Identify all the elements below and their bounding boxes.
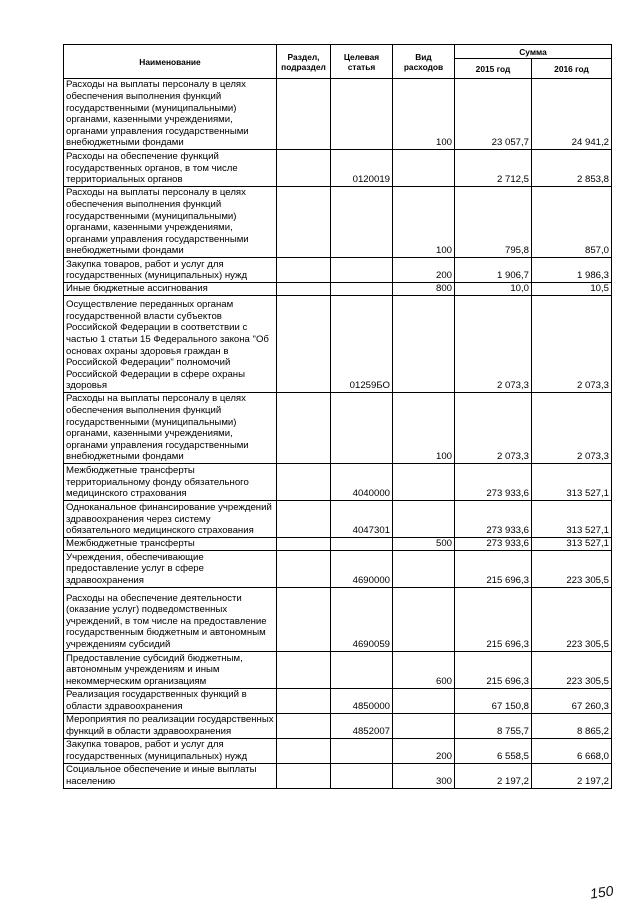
table-row (64, 296, 612, 393)
cell-sum-2016: 857,0 (532, 187, 612, 258)
cell-section (277, 187, 331, 258)
cell-sum-2016: 67 260,3 (532, 688, 612, 713)
cell-sum-2015: 2 073,3 (455, 393, 532, 464)
cell-kind (393, 587, 455, 651)
header-kind: Вид расходов (393, 45, 455, 79)
table-row (64, 501, 612, 538)
cell-sum-2016: 2 073,3 (532, 393, 612, 464)
header-year-2015: 2015 год (455, 59, 532, 79)
cell-sum-2015: 1 906,7 (455, 258, 532, 283)
cell-section (277, 538, 331, 551)
header-name: Наименование (64, 45, 277, 79)
cell-name: Осуществление переданных органам государственной власти субъектов Российской Федерации в соответствии с частью 1 статьи 15 Федерального закона "Об основах охраны здоровья граждан в Российской Федерации" полномочий Российской Федерации в сфере охраны здоровья (64, 296, 277, 393)
cell-section (277, 587, 331, 651)
cell-kind: 300 (393, 763, 455, 788)
cell-sum-2015: 6 558,5 (455, 738, 532, 763)
cell-sum-2015: 2 197,2 (455, 763, 532, 788)
cell-target (331, 763, 393, 788)
cell-name: Расходы на выплаты персоналу в целях обеспечения выполнения функций государственными (муниципальными) органами, казенными учреждениями, органами управления государственными внебюджетными фондами (64, 79, 277, 150)
cell-kind: 100 (393, 393, 455, 464)
cell-kind: 600 (393, 651, 455, 688)
cell-target (331, 79, 393, 150)
cell-target (331, 738, 393, 763)
cell-sum-2016: 223 305,5 (532, 587, 612, 651)
cell-kind: 200 (393, 738, 455, 763)
table-row (64, 187, 612, 258)
cell-target (331, 258, 393, 283)
cell-section (277, 738, 331, 763)
table-row (64, 393, 612, 464)
cell-kind: 500 (393, 538, 455, 551)
header-section: Раздел, подраздел (277, 45, 331, 79)
budget-table (63, 44, 612, 789)
cell-section (277, 258, 331, 283)
cell-kind: 800 (393, 283, 455, 296)
cell-name: Иные бюджетные ассигнования (64, 283, 277, 296)
cell-sum-2016: 1 986,3 (532, 258, 612, 283)
cell-kind (393, 464, 455, 501)
cell-sum-2016: 313 527,1 (532, 501, 612, 538)
cell-target (331, 651, 393, 688)
cell-sum-2015: 273 933,6 (455, 501, 532, 538)
cell-section (277, 550, 331, 587)
table-row (64, 79, 612, 150)
table-row (64, 688, 612, 713)
cell-target: 4040000 (331, 464, 393, 501)
cell-name: Расходы на обеспечение функций государственных органов, в том числе территориальных органов (64, 150, 277, 187)
cell-section (277, 393, 331, 464)
cell-sum-2016: 223 305,5 (532, 651, 612, 688)
header-target: Целевая статья (331, 45, 393, 79)
cell-sum-2016: 8 865,2 (532, 713, 612, 738)
table-row (64, 738, 612, 763)
cell-target: 0120019 (331, 150, 393, 187)
cell-section (277, 651, 331, 688)
cell-sum-2016: 2 073,3 (532, 296, 612, 393)
cell-section (277, 296, 331, 393)
cell-section (277, 501, 331, 538)
header-year-2016: 2016 год (532, 59, 612, 79)
cell-kind (393, 296, 455, 393)
table-row (64, 763, 612, 788)
cell-target (331, 283, 393, 296)
cell-section (277, 150, 331, 187)
cell-name: Расходы на выплаты персоналу в целях обеспечения выполнения функций государственными (муниципальными) органами, казенными учреждениями, органами управления государственными внебюджетными фондами (64, 393, 277, 464)
cell-kind (393, 501, 455, 538)
cell-kind: 100 (393, 187, 455, 258)
cell-kind (393, 550, 455, 587)
cell-name: Реализация государственных функций в области здравоохранения (64, 688, 277, 713)
cell-target: 4850000 (331, 688, 393, 713)
cell-sum-2015: 795,8 (455, 187, 532, 258)
cell-kind (393, 150, 455, 187)
cell-sum-2016: 313 527,1 (532, 464, 612, 501)
cell-sum-2016: 2 853,8 (532, 150, 612, 187)
cell-sum-2015: 215 696,3 (455, 587, 532, 651)
cell-kind (393, 688, 455, 713)
cell-sum-2015: 23 057,7 (455, 79, 532, 150)
cell-name: Одноканальное финансирование учреждений здравоохранения через систему обязательного медицинского страхования (64, 501, 277, 538)
cell-target: 4690059 (331, 587, 393, 651)
header-sum: Сумма (455, 45, 612, 59)
page-number: 150 (589, 882, 615, 902)
cell-section (277, 763, 331, 788)
cell-kind (393, 713, 455, 738)
table-row (64, 550, 612, 587)
cell-name: Межбюджетные трансферты (64, 538, 277, 551)
cell-name: Расходы на выплаты персоналу в целях обеспечения выполнения функций государственными (муниципальными) органами, казенными учреждениями, органами управления государственными внебюджетными фондами (64, 187, 277, 258)
cell-section (277, 464, 331, 501)
cell-name: Мероприятия по реализации государственных функций в области здравоохранения (64, 713, 277, 738)
cell-section (277, 283, 331, 296)
cell-section (277, 688, 331, 713)
cell-name: Учреждения, обеспечивающие предоставление услуг в сфере здравоохранения (64, 550, 277, 587)
cell-name: Расходы на обеспечение деятельности (оказание услуг) подведомственных учреждений, в том числе на предоставление государственным бюджетным и автономным учреждениям субсидий (64, 587, 277, 651)
cell-sum-2015: 10,0 (455, 283, 532, 296)
cell-sum-2015: 8 755,7 (455, 713, 532, 738)
table-row (64, 464, 612, 501)
cell-target (331, 538, 393, 551)
cell-sum-2015: 67 150,8 (455, 688, 532, 713)
cell-target: 01259БО (331, 296, 393, 393)
cell-target: 4690000 (331, 550, 393, 587)
cell-sum-2015: 2 712,5 (455, 150, 532, 187)
cell-name: Социальное обеспечение и иные выплаты населению (64, 763, 277, 788)
cell-name: Межбюджетные трансферты территориальному фонду обязательного медицинского страхования (64, 464, 277, 501)
cell-sum-2015: 2 073,3 (455, 296, 532, 393)
cell-sum-2015: 215 696,3 (455, 651, 532, 688)
table-row (64, 538, 612, 551)
cell-kind: 200 (393, 258, 455, 283)
cell-name: Закупка товаров, работ и услуг для государственных (муниципальных) нужд (64, 738, 277, 763)
cell-sum-2016: 2 197,2 (532, 763, 612, 788)
cell-name: Предоставление субсидий бюджетным, автономным учреждениям и иным некоммерческим организациям (64, 651, 277, 688)
cell-section (277, 713, 331, 738)
cell-sum-2016: 10,5 (532, 283, 612, 296)
cell-section (277, 79, 331, 150)
table-row (64, 713, 612, 738)
cell-target (331, 187, 393, 258)
table-row (64, 283, 612, 296)
table-row (64, 651, 612, 688)
cell-target: 4047301 (331, 501, 393, 538)
cell-sum-2015: 273 933,6 (455, 464, 532, 501)
table-row (64, 150, 612, 187)
table-row (64, 587, 612, 651)
cell-sum-2016: 223 305,5 (532, 550, 612, 587)
cell-kind: 100 (393, 79, 455, 150)
cell-sum-2016: 6 668,0 (532, 738, 612, 763)
cell-sum-2016: 313 527,1 (532, 538, 612, 551)
cell-sum-2016: 24 941,2 (532, 79, 612, 150)
table-row (64, 258, 612, 283)
cell-sum-2015: 215 696,3 (455, 550, 532, 587)
cell-name: Закупка товаров, работ и услуг для государственных (муниципальных) нужд (64, 258, 277, 283)
cell-target (331, 393, 393, 464)
cell-sum-2015: 273 933,6 (455, 538, 532, 551)
cell-target: 4852007 (331, 713, 393, 738)
